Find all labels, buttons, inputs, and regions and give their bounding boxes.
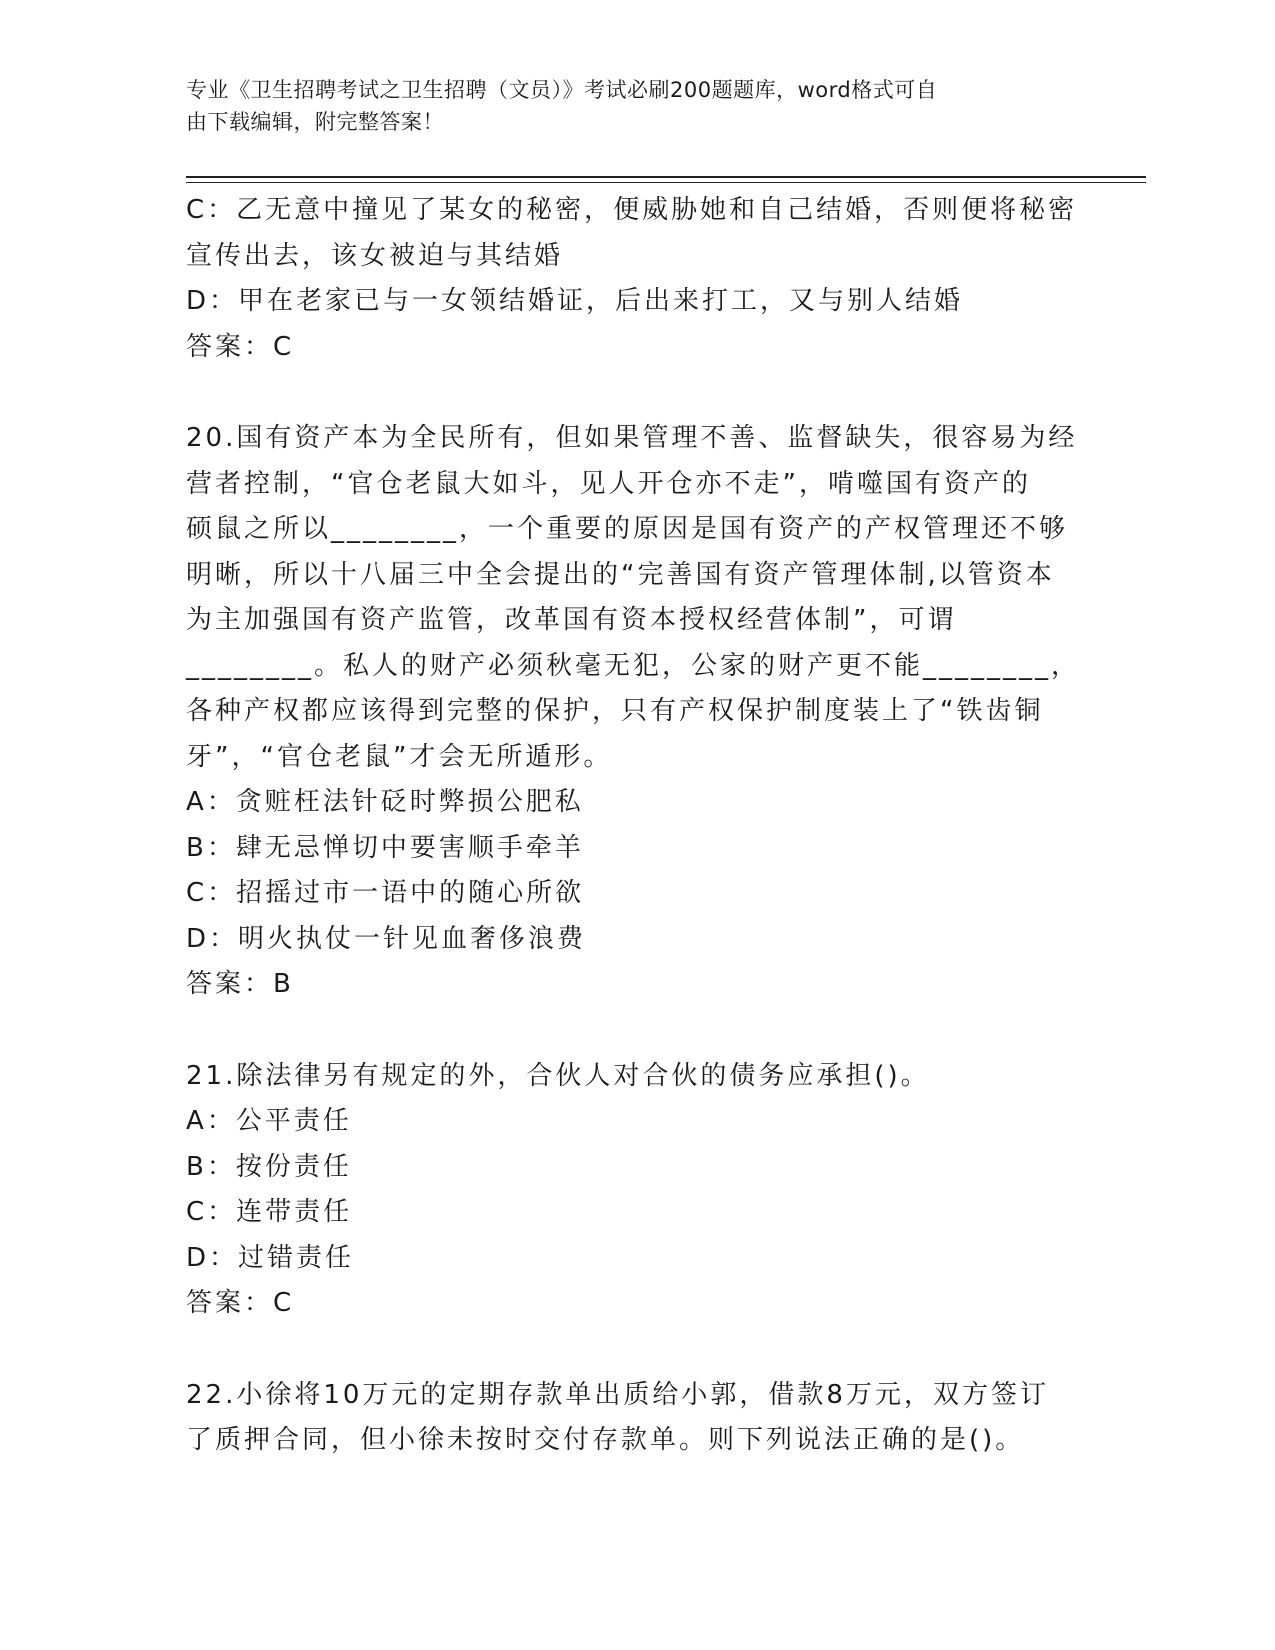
q19-option-c-line-1: C：乙无意中撞见了某女的秘密，便威胁她和自己结婚，否则便将秘密 xyxy=(186,195,1078,225)
q20-stem-line: 各种产权都应该得到完整的保护，只有产权保护制度装上了“铁齿铜 xyxy=(186,696,1044,726)
question-20 xyxy=(186,416,1081,1008)
spacer xyxy=(186,1327,1076,1373)
q22-stem-line: 了质押合同，但小徐未按时交付存款单。则下列说法正确的是()。 xyxy=(186,1425,1025,1455)
header-line-1: 专业《卫生招聘考试之卫生招聘（文员）》考试必刷200题题库，word格式可自 xyxy=(186,78,938,102)
q21-answer: 答案：C xyxy=(186,1288,295,1318)
q20-stem-line: 为主加强国有资产监管，改革国有资本授权经营体制”，可谓 xyxy=(186,605,957,635)
question-22 xyxy=(186,1373,1076,1464)
spacer xyxy=(186,1008,1076,1054)
q20-option-c: C：招摇过市一语中的随心所欲 xyxy=(186,878,585,908)
q21-option-a: A：公平责任 xyxy=(186,1106,352,1136)
q21-stem: 21.除法律另有规定的外，合伙人对合伙的债务应承担()。 xyxy=(186,1060,930,1091)
q21-option-b: B：按份责任 xyxy=(186,1151,352,1182)
header-rule-thin xyxy=(186,182,1146,183)
q20-stem-line: 牙”，“官仓老鼠”才会无所遁形。 xyxy=(186,741,613,772)
header-rule-thick xyxy=(186,176,1146,178)
question-19-tail xyxy=(186,188,1076,370)
q20-stem-line: ________。私人的财产必须秋毫无犯，公家的财产更不能________， xyxy=(186,650,1081,681)
q20-option-d: D：明火执仗一针见血奢侈浪费 xyxy=(186,923,587,954)
document-header xyxy=(186,74,1066,138)
question-content xyxy=(186,188,1081,1464)
spacer xyxy=(186,370,1076,416)
q20-stem-line: 硕鼠之所以________，一个重要的原因是国有资产的产权管理还不够 xyxy=(186,514,1069,544)
q20-stem-line: 明晰，所以十八届三中全会提出的“完善国有资产管理体制,以管资本 xyxy=(186,559,1055,590)
q21-option-d: D：过错责任 xyxy=(186,1242,355,1273)
q20-stem-line: 20.国有资产本为全民所有，但如果管理不善、监督缺失，很容易为经 xyxy=(186,423,1078,453)
q19-answer: 答案：C xyxy=(186,331,295,362)
q22-stem-line: 22.小徐将10万元的定期存款单出质给小郭，借款8万元，双方签订 xyxy=(186,1379,1049,1410)
q20-stem-line: 营者控制，“官仓老鼠大如斗，见人开仓亦不走”，啃噬国有资产的 xyxy=(186,468,1031,499)
question-21 xyxy=(186,1054,1076,1327)
header-line-2: 由下载编辑，附完整答案！ xyxy=(186,110,444,134)
q19-option-d: D：甲在老家已与一女领结婚证，后出来打工，又与别人结婚 xyxy=(186,286,964,316)
q20-option-a: A：贪赃枉法针砭时弊损公肥私 xyxy=(186,787,584,817)
q20-answer: 答案：B xyxy=(186,969,294,999)
q19-option-c-line-2: 宣传出去，该女被迫与其结婚 xyxy=(186,240,564,271)
q20-option-b: B：肆无忌惮切中要害顺手牵羊 xyxy=(186,832,584,863)
q21-option-c: C：连带责任 xyxy=(186,1197,353,1227)
